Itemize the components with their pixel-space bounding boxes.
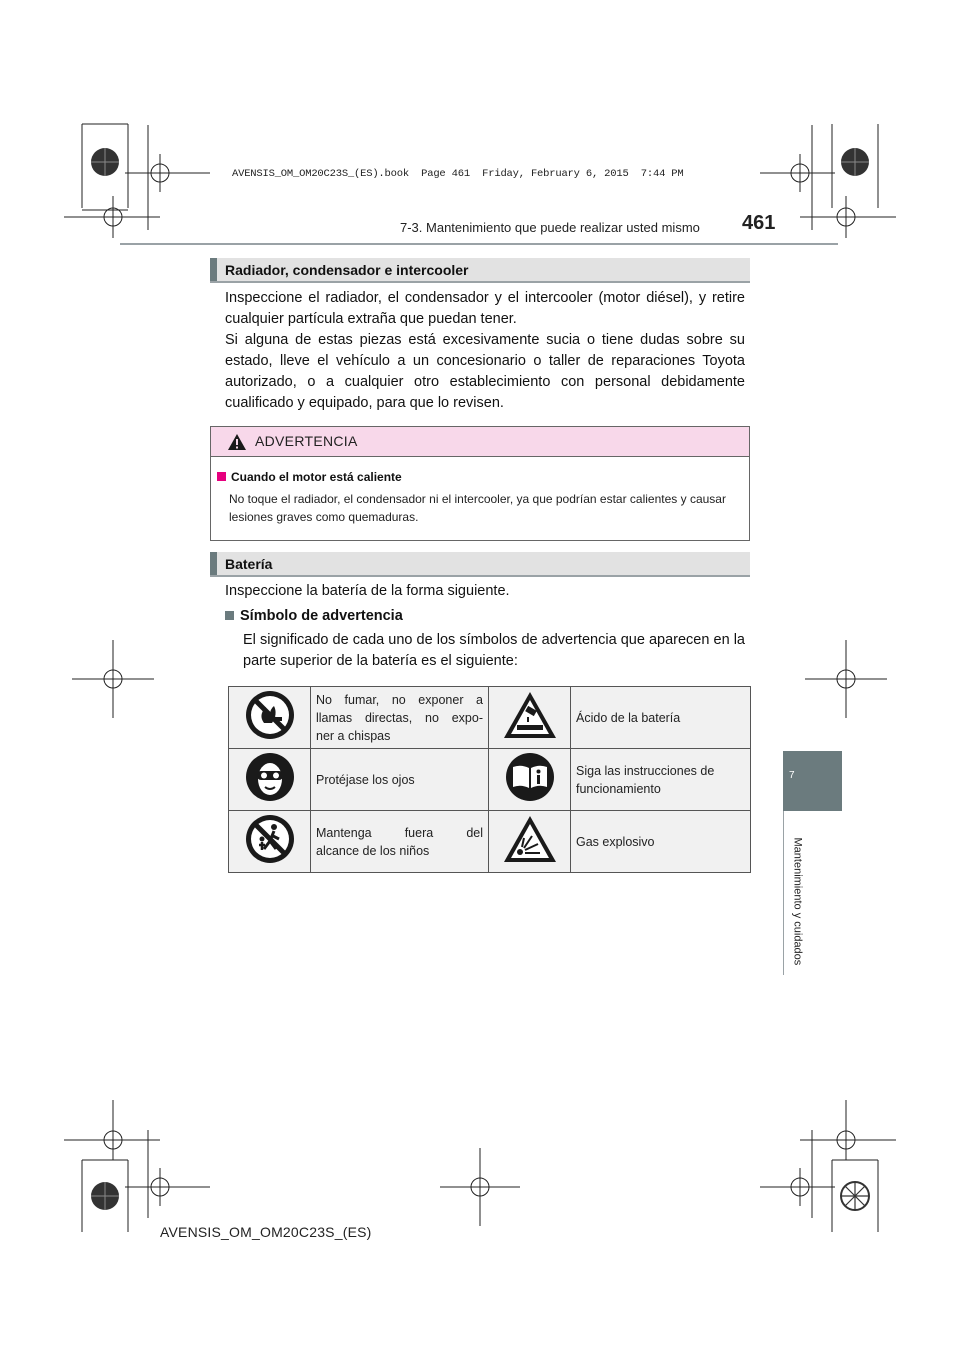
section-heading-bar: [210, 552, 217, 575]
symbol-cell: [489, 811, 571, 873]
warning-subtitle: [217, 470, 402, 484]
bullet-title-text: Símbolo de advertencia: [240, 608, 403, 624]
table-row: [229, 749, 751, 811]
battery-acid-icon: [502, 690, 558, 740]
table-row: [229, 687, 751, 749]
bullet-title: [225, 608, 403, 624]
symbol-cell: [229, 749, 311, 811]
page-number: 461: [742, 212, 776, 234]
symbol-description: Siga las instrucciones de funcionamiento: [571, 749, 751, 811]
symbol-text: Mantenga fuera del: [316, 825, 483, 840]
eye-protection-icon: [244, 751, 296, 803]
radiator-paragraph: [225, 288, 745, 414]
document-code: AVENSIS_OM_OM20C23S_(ES): [160, 1224, 372, 1240]
symbol-text: No fumar, no exponer a llamas directas, no expo-: [316, 692, 483, 725]
chapter-side-rule: [783, 811, 784, 975]
warning-header: [211, 427, 749, 457]
battery-symbols-table: [228, 686, 751, 873]
magenta-square-icon: [217, 472, 226, 481]
header-rule: [120, 243, 838, 245]
chapter-label: Mantenimiento y cuidados: [791, 837, 804, 966]
section-heading-radiator: [210, 258, 750, 283]
radiator-body: Inspeccione el radiador, el condensador y el intercooler (motor diésel), y retire cualquier partícula extraña que puedan tener.: [225, 290, 745, 327]
battery-intro: Inspeccione la batería de la forma siguiente.: [225, 583, 510, 599]
section-title: Batería: [225, 556, 273, 572]
warning-text: No toque el radiador, el condensador ni el intercooler, ya que podrían estar calientes y causar lesiones graves como quemaduras.: [229, 492, 726, 524]
warning-label: ADVERTENCIA: [255, 433, 358, 449]
symbol-cell: [489, 749, 571, 811]
running-head: 7-3. Mantenimiento que puede realizar usted mismo: [400, 220, 700, 235]
warning-subtitle-text: Cuando el motor está caliente: [231, 470, 402, 484]
book-file-info: AVENSIS_OM_OM20C23S_(ES).book Page 461 Friday, February 6, 2015 7:44 PM: [232, 168, 684, 180]
radiator-body-2: Si alguna de estas piezas está excesivamente sucia o tiene dudas sobre su estado, lleve el vehículo a un concesionario o taller de reparaciones Toyota autorizado, o a cualquier otro establecimiento con personal debidamente cualificado y equipado, para que lo revisen.: [225, 332, 745, 411]
symbol-text-last: ner a chispas: [316, 728, 391, 743]
explosive-gas-icon: [502, 814, 558, 864]
chapter-tab: [783, 751, 842, 811]
no-smoking-flames-icon: [244, 689, 296, 741]
symbol-cell: [229, 687, 311, 749]
section-title: Radiador, condensador e intercooler: [225, 262, 469, 278]
chapter-number: 7: [789, 770, 795, 781]
symbol-cell: [489, 687, 571, 749]
symbol-description: Protéjase los ojos: [311, 749, 489, 811]
operating-instructions-icon: [504, 751, 556, 803]
warning-triangle-icon: [227, 433, 247, 451]
symbol-cell: [229, 811, 311, 873]
section-heading-bar: [210, 258, 217, 281]
section-heading-battery: [210, 552, 750, 577]
symbol-description: [311, 811, 489, 873]
gray-square-icon: [225, 611, 234, 620]
symbol-text-last: alcance de los niños: [316, 843, 430, 858]
table-row: [229, 811, 751, 873]
warning-box: [210, 426, 750, 541]
keep-away-children-icon: [244, 813, 296, 865]
symbol-description: Ácido de la batería: [571, 687, 751, 749]
bullet-text: El significado de cada uno de los símbolos de advertencia que aparecen en la parte superior de la batería es el siguiente:: [243, 632, 745, 669]
symbol-description: Gas explosivo: [571, 811, 751, 873]
symbol-description: [311, 687, 489, 749]
